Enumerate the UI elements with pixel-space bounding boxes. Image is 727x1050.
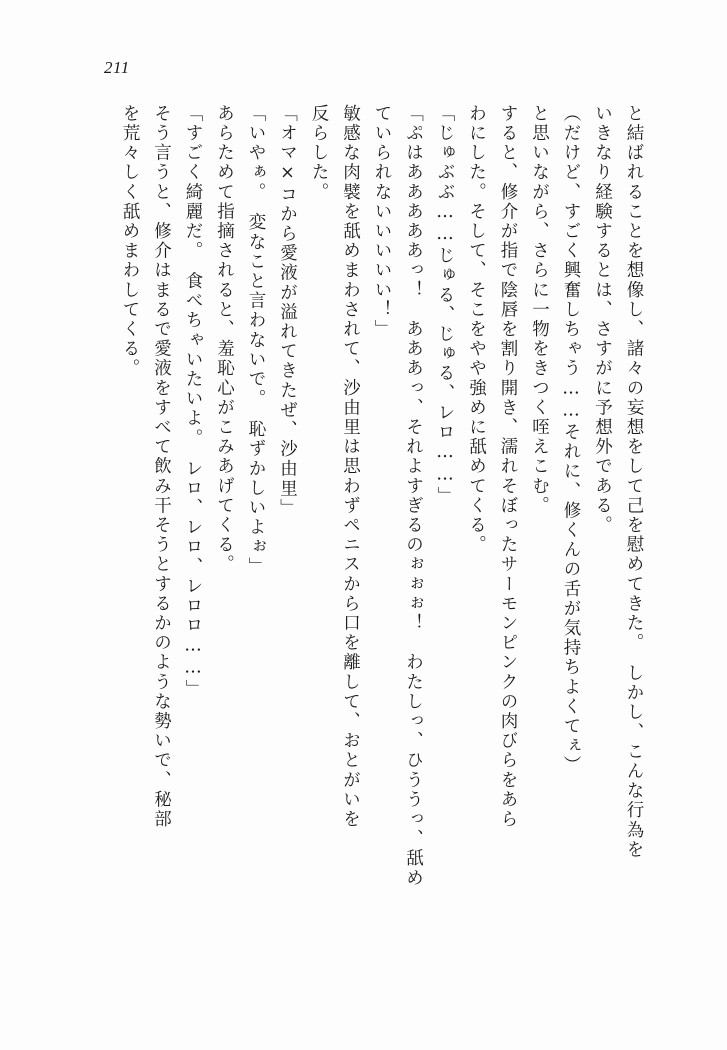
- text-line: 「オマ×コから愛液が溢れてきたぜ、沙由里」: [277, 104, 298, 519]
- text-line: すると、修介が指で陰唇を割り開き、濡れそぼったサーモンピンクの肉びらをあら: [498, 104, 518, 830]
- text-line: 「ぷはあああああっ！ あああっ、それよすぎるのぉぉぉ！ わたしっ、ひううっ、舐め: [403, 104, 424, 888]
- text-line: （だけど、すごく興奮しちゃう……それに、修くんの舌が気持ちよくてぇ）: [561, 104, 581, 776]
- text-line: 「いやぁ。 変なこと言わないで。 恥ずかしいよぉ」: [246, 104, 266, 577]
- text-line: あらためて指摘されると、羞恥心がこみあげてくる。: [214, 104, 235, 575]
- text-line: と思いながら、さらに一物をきつく咥えこむ。: [529, 104, 550, 516]
- text-line: ていられないいいいい！」: [372, 104, 392, 340]
- text-line: 「すごく綺麗だ。 食べちゃいたいよ。 レロ、レロ、レロロ……」: [183, 104, 203, 700]
- text-line: と結ばれることを想像し、諸々の妄想をして己を慰めてきた。 しかし、こんな行為を: [624, 104, 644, 860]
- text-line: 「じゅぶぶ……じゅる、じゅる、レロ……」: [435, 104, 455, 506]
- text-line: いきなり経験するとは、さすがに予想外である。: [592, 104, 613, 536]
- page-number: 211: [104, 58, 130, 77]
- text-line: 敏感な肉襞を舐めまわされて、沙由里は思わずペニスから口を離して、おとがいを: [340, 104, 361, 830]
- text-line: そう言うと、修介はまるで愛液をすべて飲み干そうとするかのような勢いで、秘部: [151, 104, 172, 830]
- body-text: [74, 104, 642, 964]
- text-line: を荒々しく舐めまわしてくる。: [120, 104, 140, 379]
- text-line: 反らした。: [309, 104, 329, 202]
- text-line: わにした。そして、そこをやや強めに舐めてくる。: [466, 104, 487, 555]
